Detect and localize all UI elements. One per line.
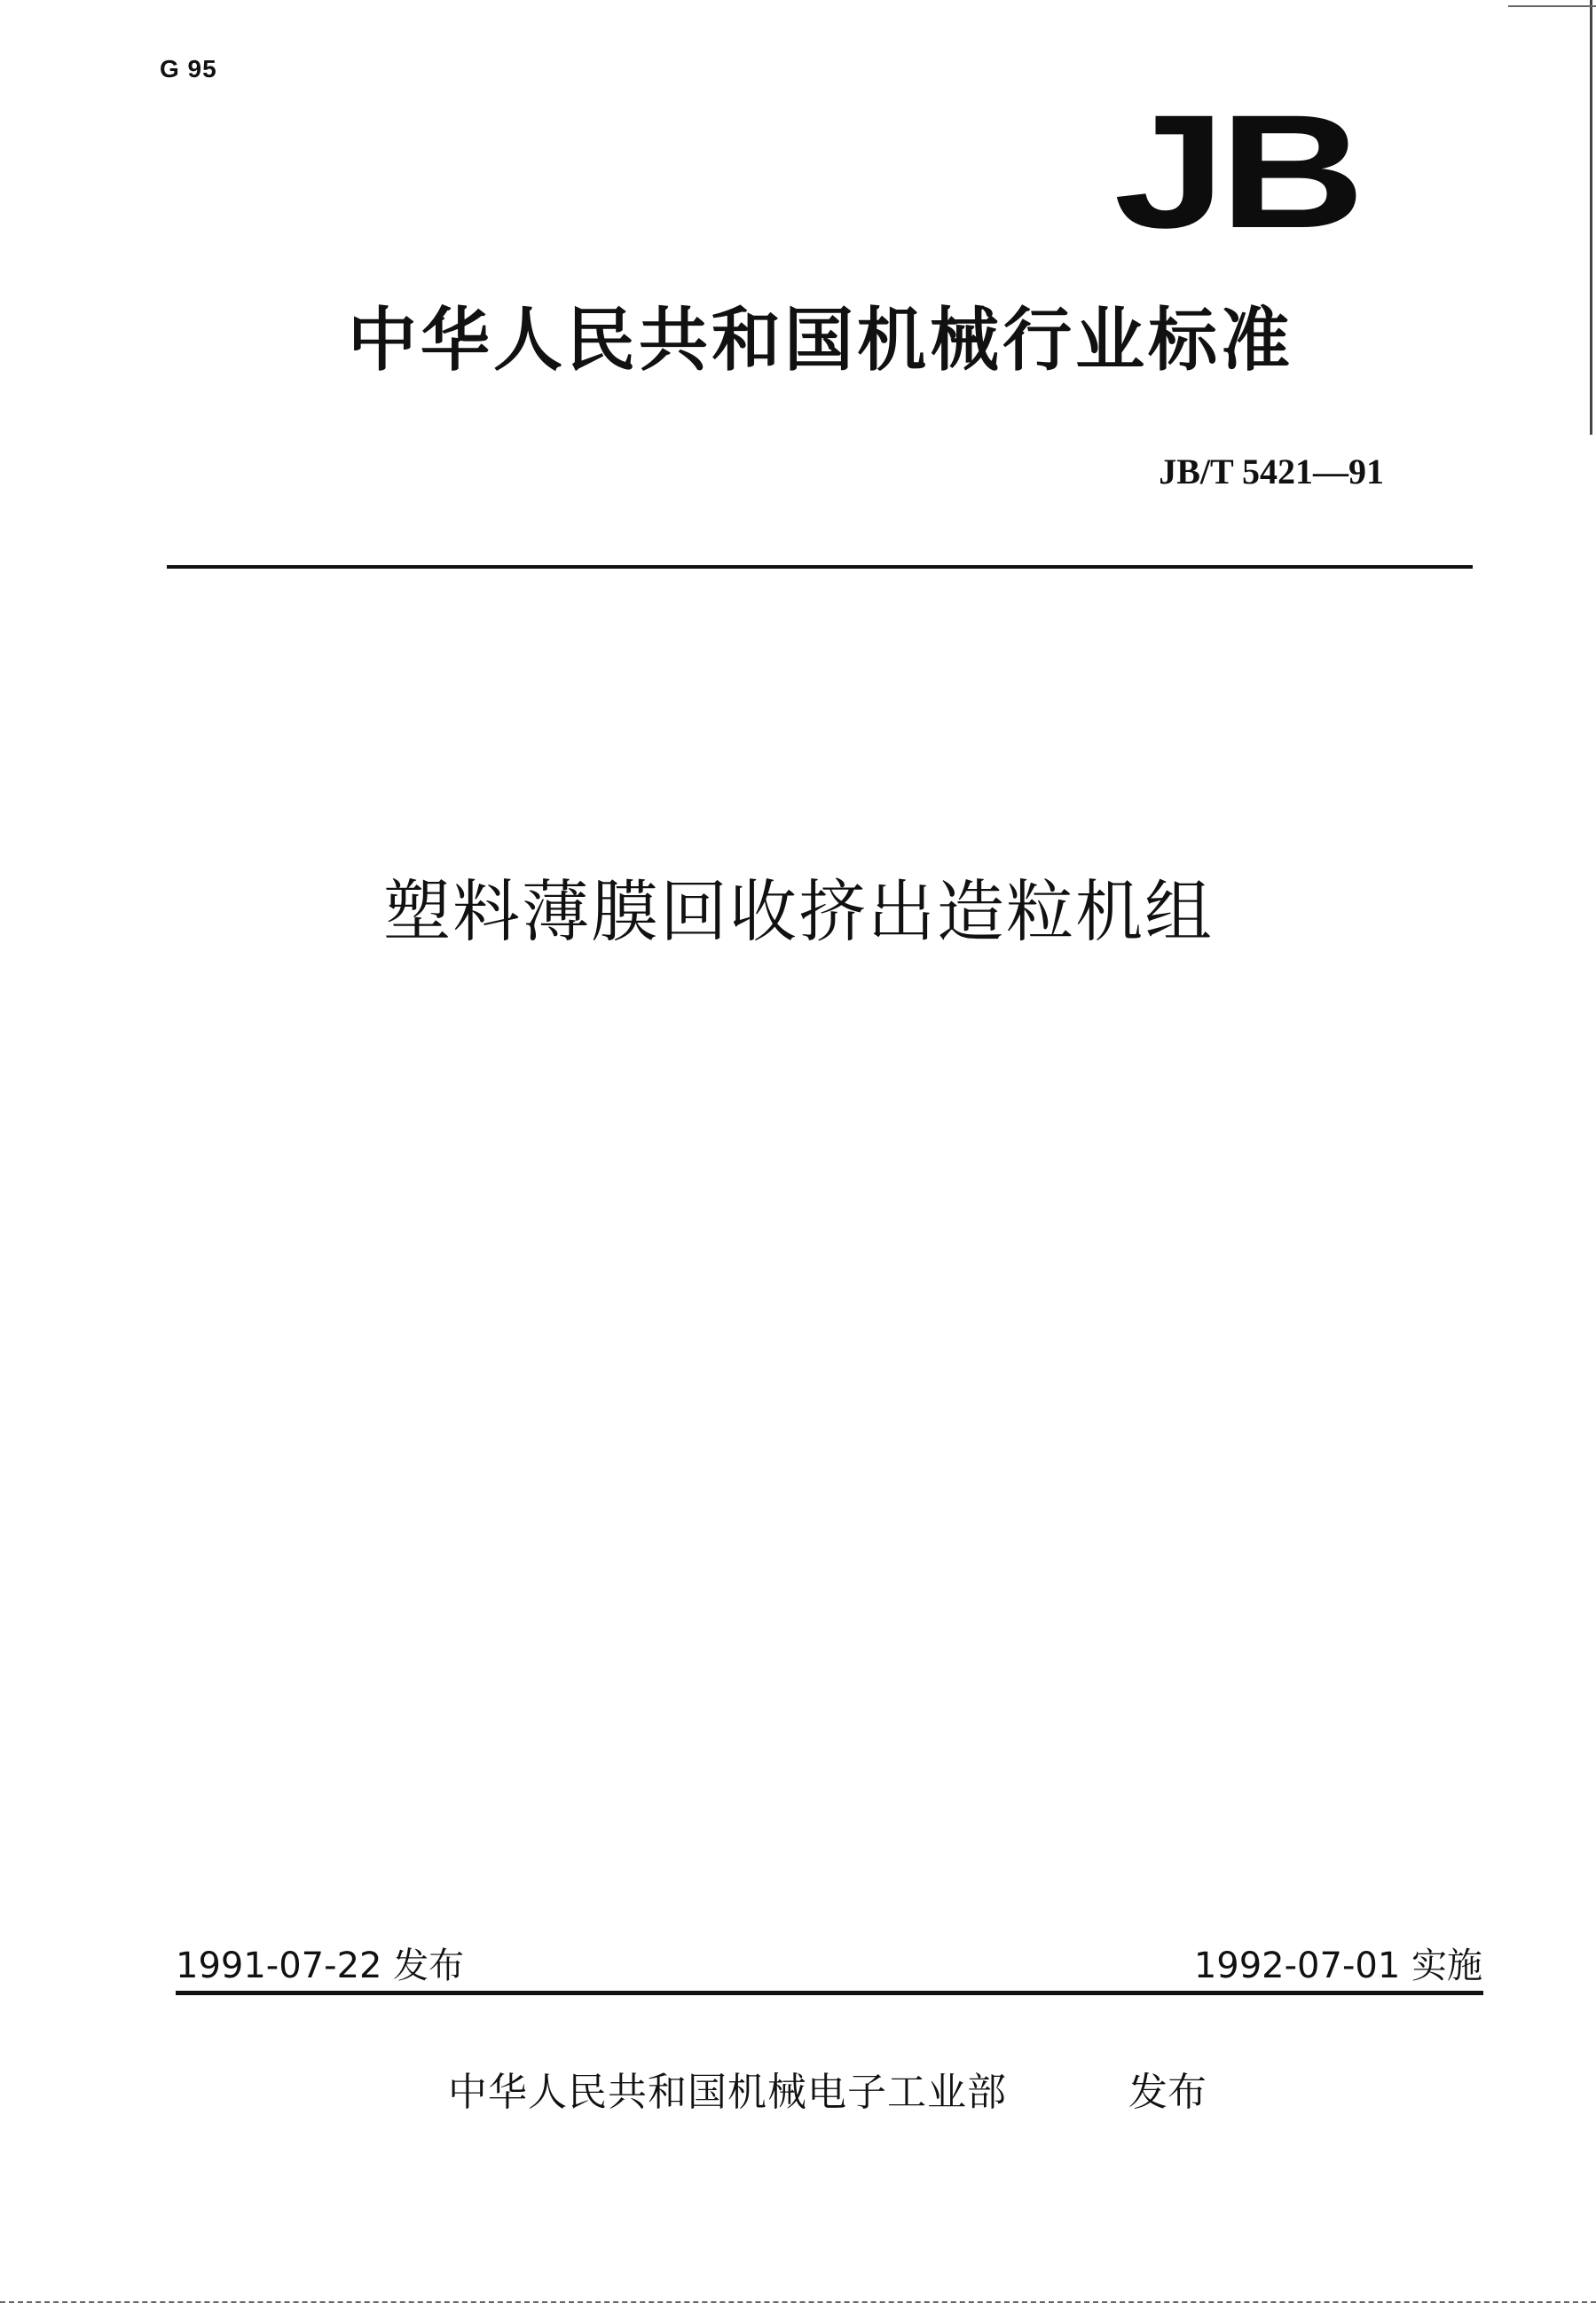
- scan-bottom-edge: [0, 2301, 1596, 2303]
- jb-logo-text: JB: [1113, 81, 1358, 262]
- organization-title: 中华人民共和国机械行业标准: [347, 300, 1293, 381]
- jb-logo: [1089, 81, 1382, 262]
- classification-code: G 95: [160, 55, 217, 83]
- document-title: 塑料薄膜回收挤出造粒机组: [383, 872, 1214, 951]
- publisher-name: 中华人民共和国机械电子工业部: [448, 2070, 1007, 2115]
- effective-date: 1992-07-01 实施: [1193, 1945, 1482, 1986]
- bottom-divider: [176, 1991, 1483, 1995]
- top-divider: [167, 565, 1473, 569]
- issue-date: 1991-07-22 发布: [176, 1945, 465, 1986]
- publish-label: 发布: [1128, 2070, 1207, 2115]
- scan-edge-line: [1590, 0, 1592, 435]
- standard-number: JB/T 5421—91: [1159, 452, 1384, 491]
- scan-edge-top: [1508, 5, 1596, 7]
